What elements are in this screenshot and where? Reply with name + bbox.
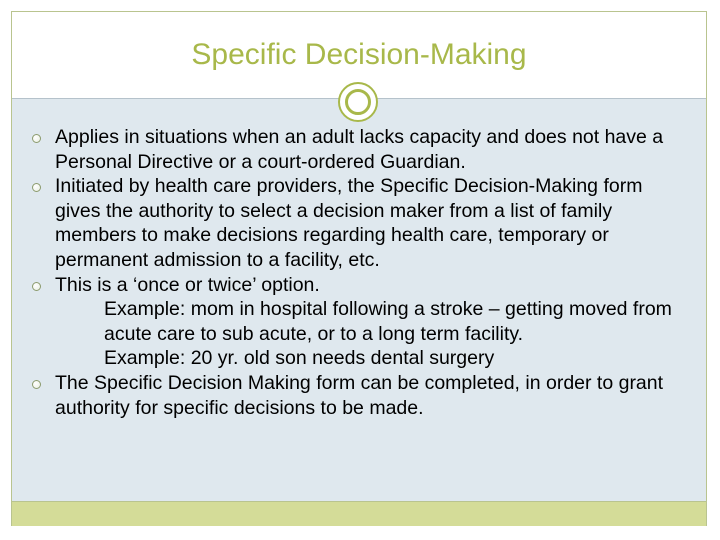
bullet-text: Applies in situations when an adult lacks capacity and does not have a Personal Directive or a court-ordered Guardian. bbox=[55, 126, 664, 173]
bullet-dot-icon bbox=[32, 183, 41, 192]
slide-body bbox=[12, 125, 706, 420]
ring-ornament-icon bbox=[338, 82, 378, 122]
example-text: Example: mom in hospital following a stroke – getting moved from acute care to sub acute, or to a long term facility. bbox=[104, 298, 672, 345]
bullet-item bbox=[12, 371, 688, 420]
slide-frame bbox=[11, 11, 707, 526]
bullet-text: The Specific Decision Making form can be completed, in order to grant authority for specific decisions to be made. bbox=[55, 371, 664, 419]
bullet-dot-icon bbox=[32, 380, 41, 389]
bullet-item bbox=[12, 125, 688, 174]
bullet-dot-icon bbox=[32, 134, 41, 143]
bullet-item bbox=[12, 174, 688, 272]
slide-title: Specific Decision-Making bbox=[191, 38, 527, 71]
bullet-item bbox=[12, 273, 688, 298]
bullet-text: Initiated by health care providers, the Specific Decision-Making form gives the authority to select a decision maker from a list of family members to make decisions regarding health care, temporary or permanent admission to a facility, etc. bbox=[55, 175, 643, 271]
ring-inner-circle bbox=[345, 89, 371, 115]
footer-bar bbox=[12, 501, 706, 526]
bullet-text: This is a ‘once or twice’ option. bbox=[55, 273, 320, 296]
example-text: Example: 20 yr. old son needs dental surgery bbox=[104, 347, 495, 370]
bullet-dot-icon bbox=[32, 282, 41, 291]
